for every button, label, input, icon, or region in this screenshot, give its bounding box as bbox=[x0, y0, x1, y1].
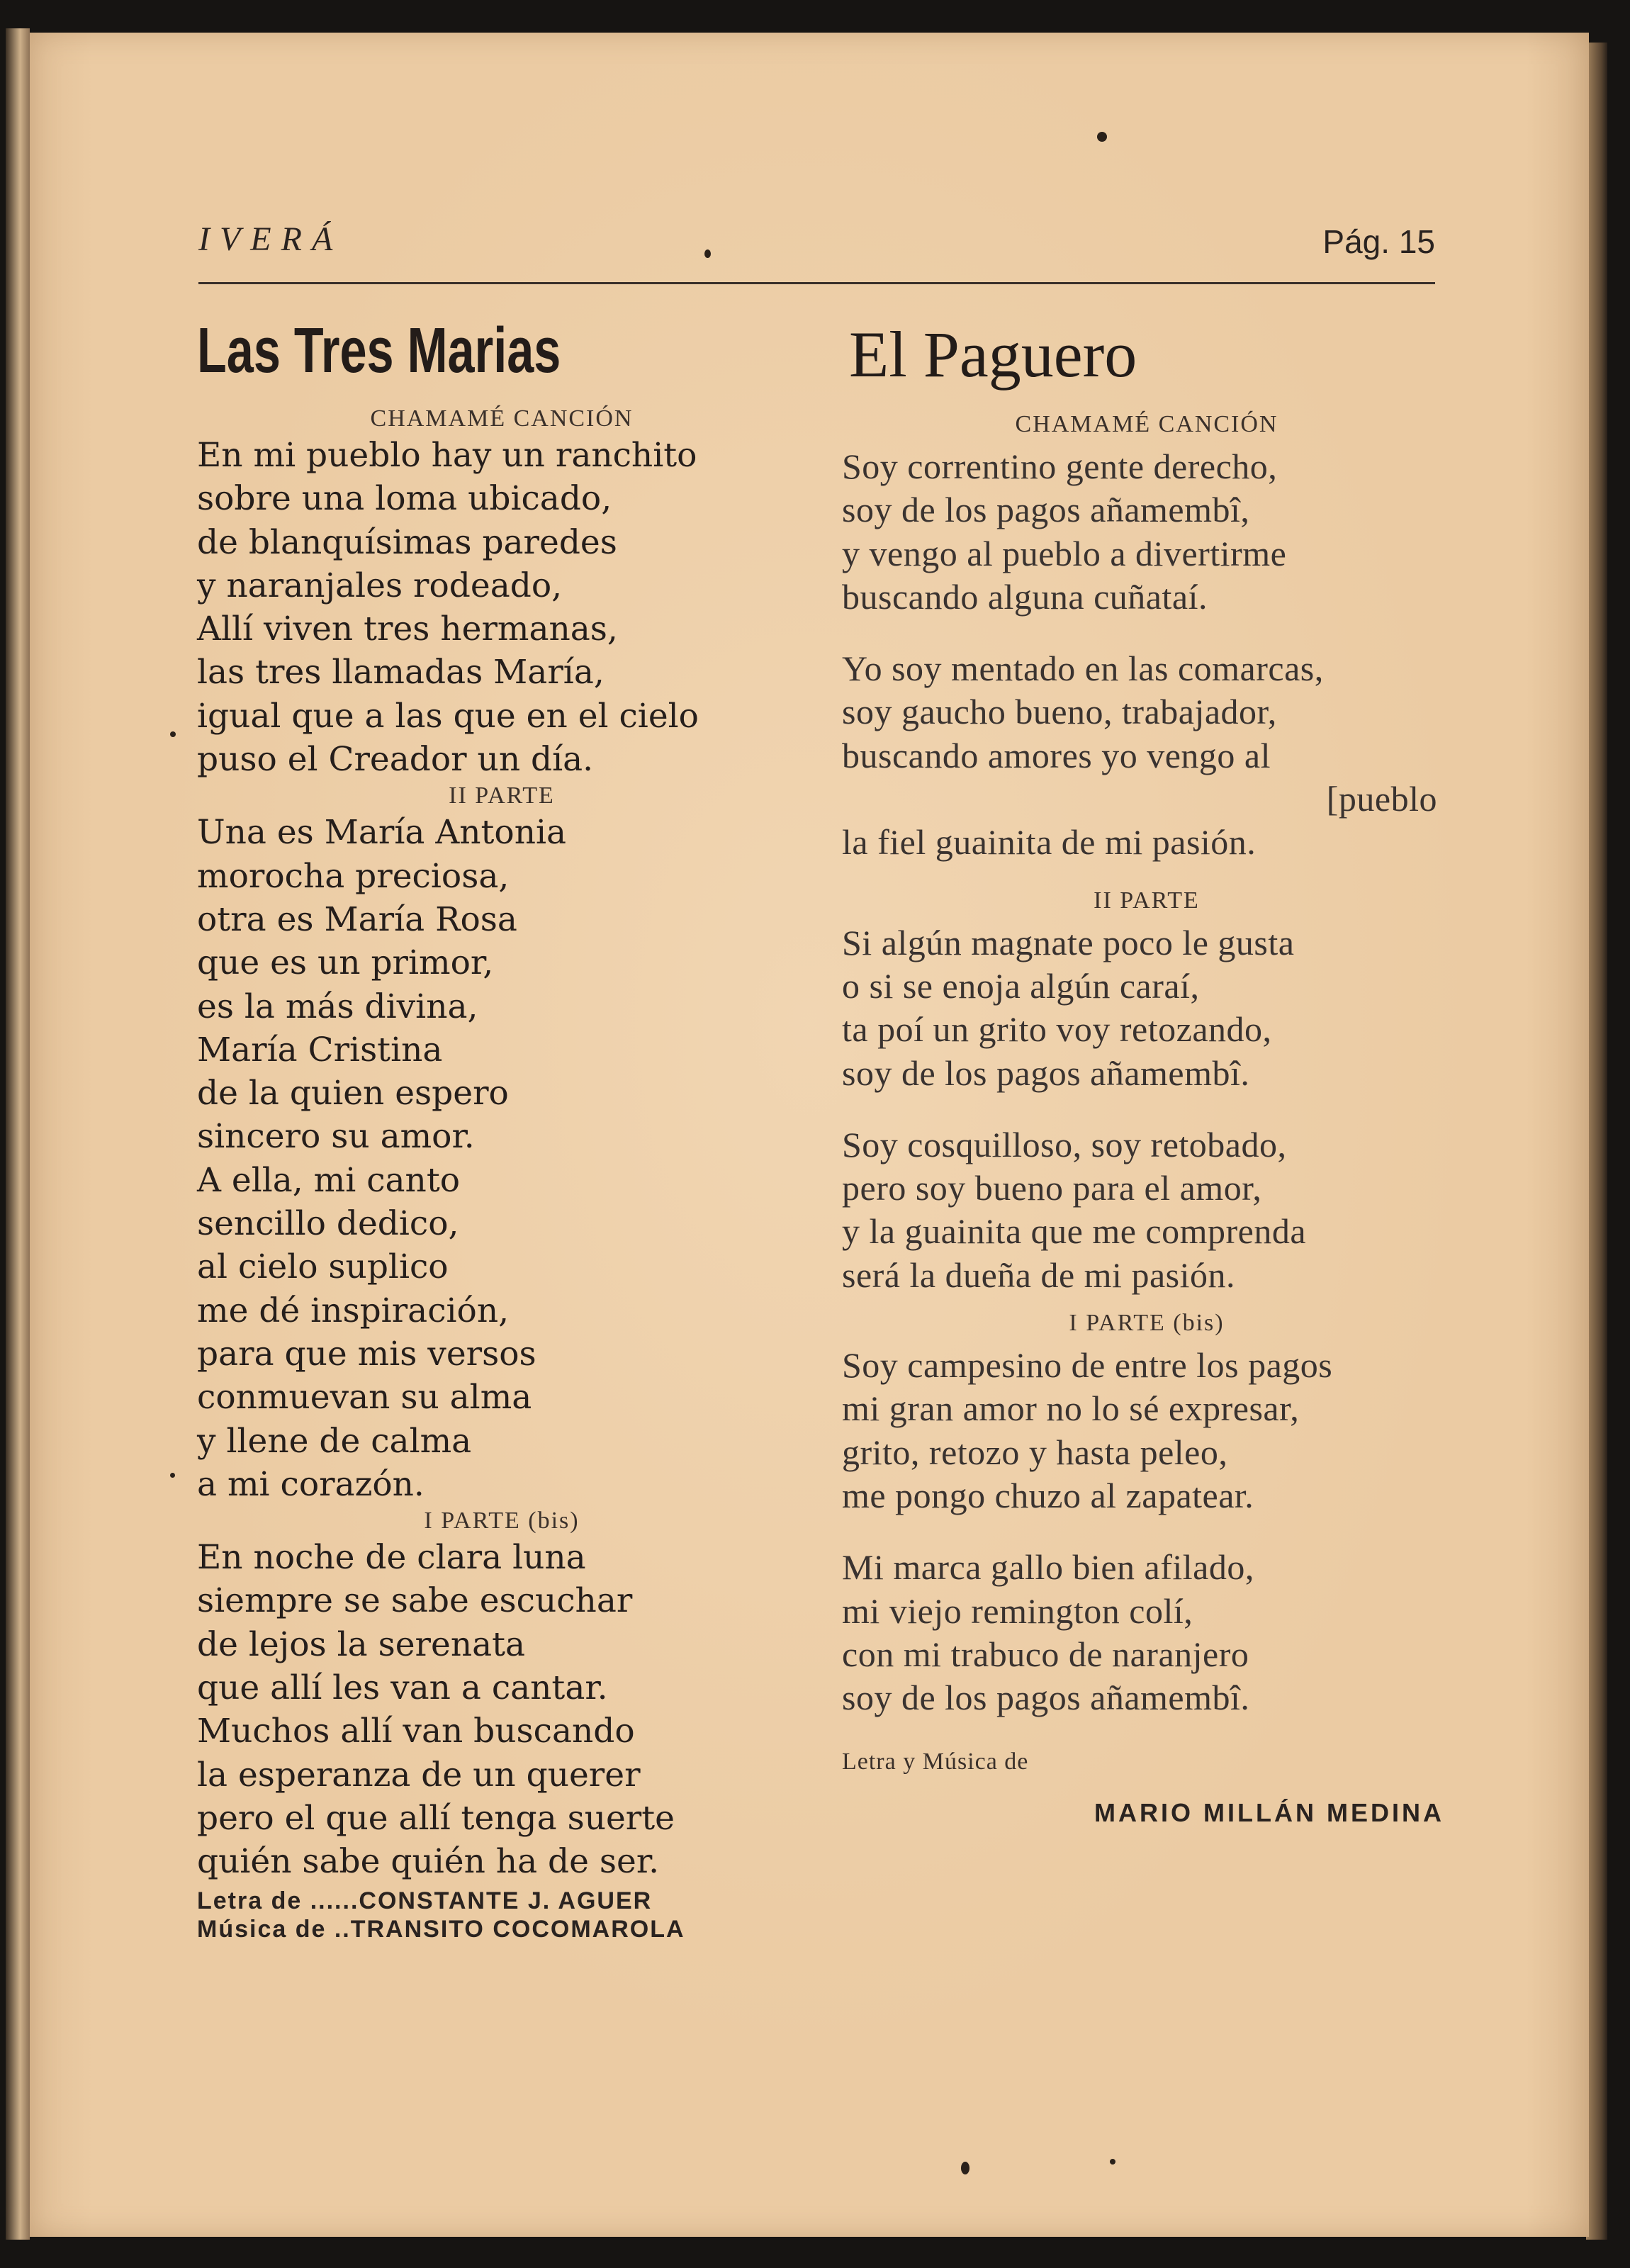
verse-line: conmuevan su alma bbox=[197, 1378, 532, 1418]
verse-line: y naranjales rodeado, bbox=[197, 566, 563, 605]
verse-line: que allí les van a cantar. bbox=[197, 1668, 608, 1708]
verse-line: de blanquísimas paredes bbox=[197, 522, 617, 562]
running-header bbox=[198, 213, 1435, 276]
verse-line: es la más divina, bbox=[197, 987, 478, 1026]
composer-name: MARIO MILLÁN MEDINA bbox=[1094, 1798, 1444, 1828]
verse-line: A ella, mi canto bbox=[197, 1160, 460, 1200]
song-genre: CHAMAMÉ CANCIÓN bbox=[1015, 411, 1278, 437]
verse-line: quién sabe quién ha de ser. bbox=[197, 1842, 660, 1882]
music-credit: Música de ..TRANSITO COCOMAROLA bbox=[197, 1915, 685, 1943]
verse-line: me pongo chuzo al zapatear. bbox=[842, 1475, 1254, 1515]
verse-line: Muchos allí van buscando bbox=[197, 1712, 635, 1751]
ink-speck bbox=[170, 731, 176, 737]
verse-line: Soy correntino gente derecho, bbox=[842, 447, 1278, 486]
verse-line: soy gaucho bueno, trabajador, bbox=[842, 692, 1277, 732]
verse-line: al cielo suplico bbox=[197, 1247, 449, 1287]
verse-line: buscando alguna cuñataí. bbox=[842, 576, 1208, 617]
verse-line-wrap: [pueblo bbox=[1326, 779, 1437, 819]
verse-line: que es un primor, bbox=[197, 943, 494, 983]
song-title: Las Tres Marias bbox=[197, 315, 561, 386]
verse-line: pero el que allí tenga suerte bbox=[197, 1798, 675, 1838]
verse-line: o si se enoja algún caraí, bbox=[842, 965, 1200, 1006]
verse-line: mi gran amor no lo sé expresar, bbox=[842, 1388, 1300, 1429]
verse-line: Yo soy mentado en las comarcas, bbox=[842, 649, 1324, 689]
stanza-5 bbox=[842, 1344, 1451, 1719]
stanza-gap bbox=[842, 619, 1451, 647]
header-rule bbox=[198, 282, 1435, 284]
page-edge bbox=[1586, 43, 1607, 2240]
verse-line: con mi trabuco de naranjero bbox=[842, 1634, 1249, 1674]
verse-line: soy de los pagos añamembî, bbox=[842, 490, 1250, 530]
section-heading: I PARTE (bis) bbox=[424, 1508, 580, 1534]
stanza-1 bbox=[842, 445, 1451, 865]
stanza-gap bbox=[842, 1095, 1451, 1123]
verse-line: será la dueña de mi pasión. bbox=[842, 1254, 1235, 1295]
ink-speck bbox=[170, 1473, 175, 1478]
verse-line: sobre una loma ubicado, bbox=[197, 479, 612, 519]
verse-line: de la quien espero bbox=[197, 1074, 509, 1113]
stanza-3 bbox=[197, 1536, 806, 1883]
section-heading: I PARTE (bis) bbox=[1069, 1310, 1225, 1337]
ink-speck bbox=[1097, 132, 1107, 142]
verse-line: sencillo dedico, bbox=[197, 1204, 459, 1244]
verse-line: En noche de clara luna bbox=[197, 1538, 586, 1578]
verse-line: y la guainita que me comprenda bbox=[842, 1211, 1307, 1252]
verse-line: mi viejo remington colí, bbox=[842, 1590, 1193, 1631]
book-spine bbox=[6, 28, 30, 2240]
credit-label: Letra y Música de bbox=[842, 1748, 1029, 1775]
song-right bbox=[842, 312, 1451, 1829]
stanza-2 bbox=[197, 811, 806, 1506]
verse-line: pero soy bueno para el amor, bbox=[842, 1168, 1262, 1208]
verse-line: la esperanza de un querer bbox=[197, 1755, 641, 1795]
page-number: Pág. 15 bbox=[1322, 223, 1435, 260]
verse-line: las tres llamadas María, bbox=[197, 653, 605, 692]
verse-line: Si algún magnate poco le gusta bbox=[842, 922, 1295, 962]
song-title: El Paguero bbox=[849, 318, 1137, 391]
verse-line: puso el Creador un día. bbox=[197, 740, 594, 780]
verse-line: grito, retozo y hasta peleo, bbox=[842, 1432, 1228, 1472]
verse-line: la fiel guainita de mi pasión. bbox=[842, 822, 1257, 863]
verse-line: ta poí un grito voy retozando, bbox=[842, 1009, 1272, 1050]
verse-line: y llene de calma bbox=[197, 1421, 472, 1461]
song-genre: CHAMAMÉ CANCIÓN bbox=[370, 405, 634, 432]
section-heading: II PARTE bbox=[449, 782, 555, 809]
verse-line: igual que a las que en el cielo bbox=[197, 696, 699, 736]
verse-line: morocha preciosa, bbox=[197, 856, 510, 896]
verse-line: María Cristina bbox=[197, 1030, 443, 1070]
stanza-3 bbox=[842, 921, 1451, 1297]
verse-line: para que mis versos bbox=[197, 1334, 536, 1374]
ink-speck bbox=[961, 2162, 969, 2174]
verse-line: buscando amores yo vengo al bbox=[842, 735, 1271, 775]
verse-line: y vengo al pueblo a divertirme bbox=[842, 533, 1287, 573]
verse-line: sincero su amor. bbox=[197, 1117, 475, 1157]
verse-line: otra es María Rosa bbox=[197, 899, 517, 939]
journal-name: IVERÁ bbox=[198, 220, 343, 258]
stanza-1 bbox=[197, 434, 806, 781]
lyrics-credit: Letra de ......CONSTANTE J. AGUER bbox=[197, 1887, 653, 1914]
verse-line: Mi marca gallo bien afilado, bbox=[842, 1547, 1254, 1588]
verse-line: soy de los pagos añamembî. bbox=[842, 1052, 1250, 1093]
ink-speck bbox=[1110, 2159, 1115, 2165]
verse-line: Allí viven tres hermanas, bbox=[197, 610, 618, 649]
ink-speck bbox=[704, 249, 711, 258]
stanza-gap bbox=[842, 1517, 1451, 1546]
verse-line: soy de los pagos añamembî. bbox=[842, 1678, 1250, 1718]
verse-line: Soy cosquilloso, soy retobado, bbox=[842, 1124, 1287, 1164]
song-left bbox=[197, 312, 806, 1943]
verse-line: a mi corazón. bbox=[197, 1464, 425, 1504]
song-credits bbox=[197, 1887, 806, 1943]
verse-line: Soy campesino de entre los pagos bbox=[842, 1345, 1333, 1386]
section-heading: II PARTE bbox=[1094, 887, 1200, 914]
verse-line: En mi pueblo hay un ranchito bbox=[197, 436, 697, 475]
verse-line: siempre se sabe escuchar bbox=[197, 1581, 633, 1621]
verse-line: de lejos la serenata bbox=[197, 1624, 526, 1664]
verse-line: me dé inspiración, bbox=[197, 1291, 510, 1330]
verse-line: Una es María Antonia bbox=[197, 813, 567, 853]
